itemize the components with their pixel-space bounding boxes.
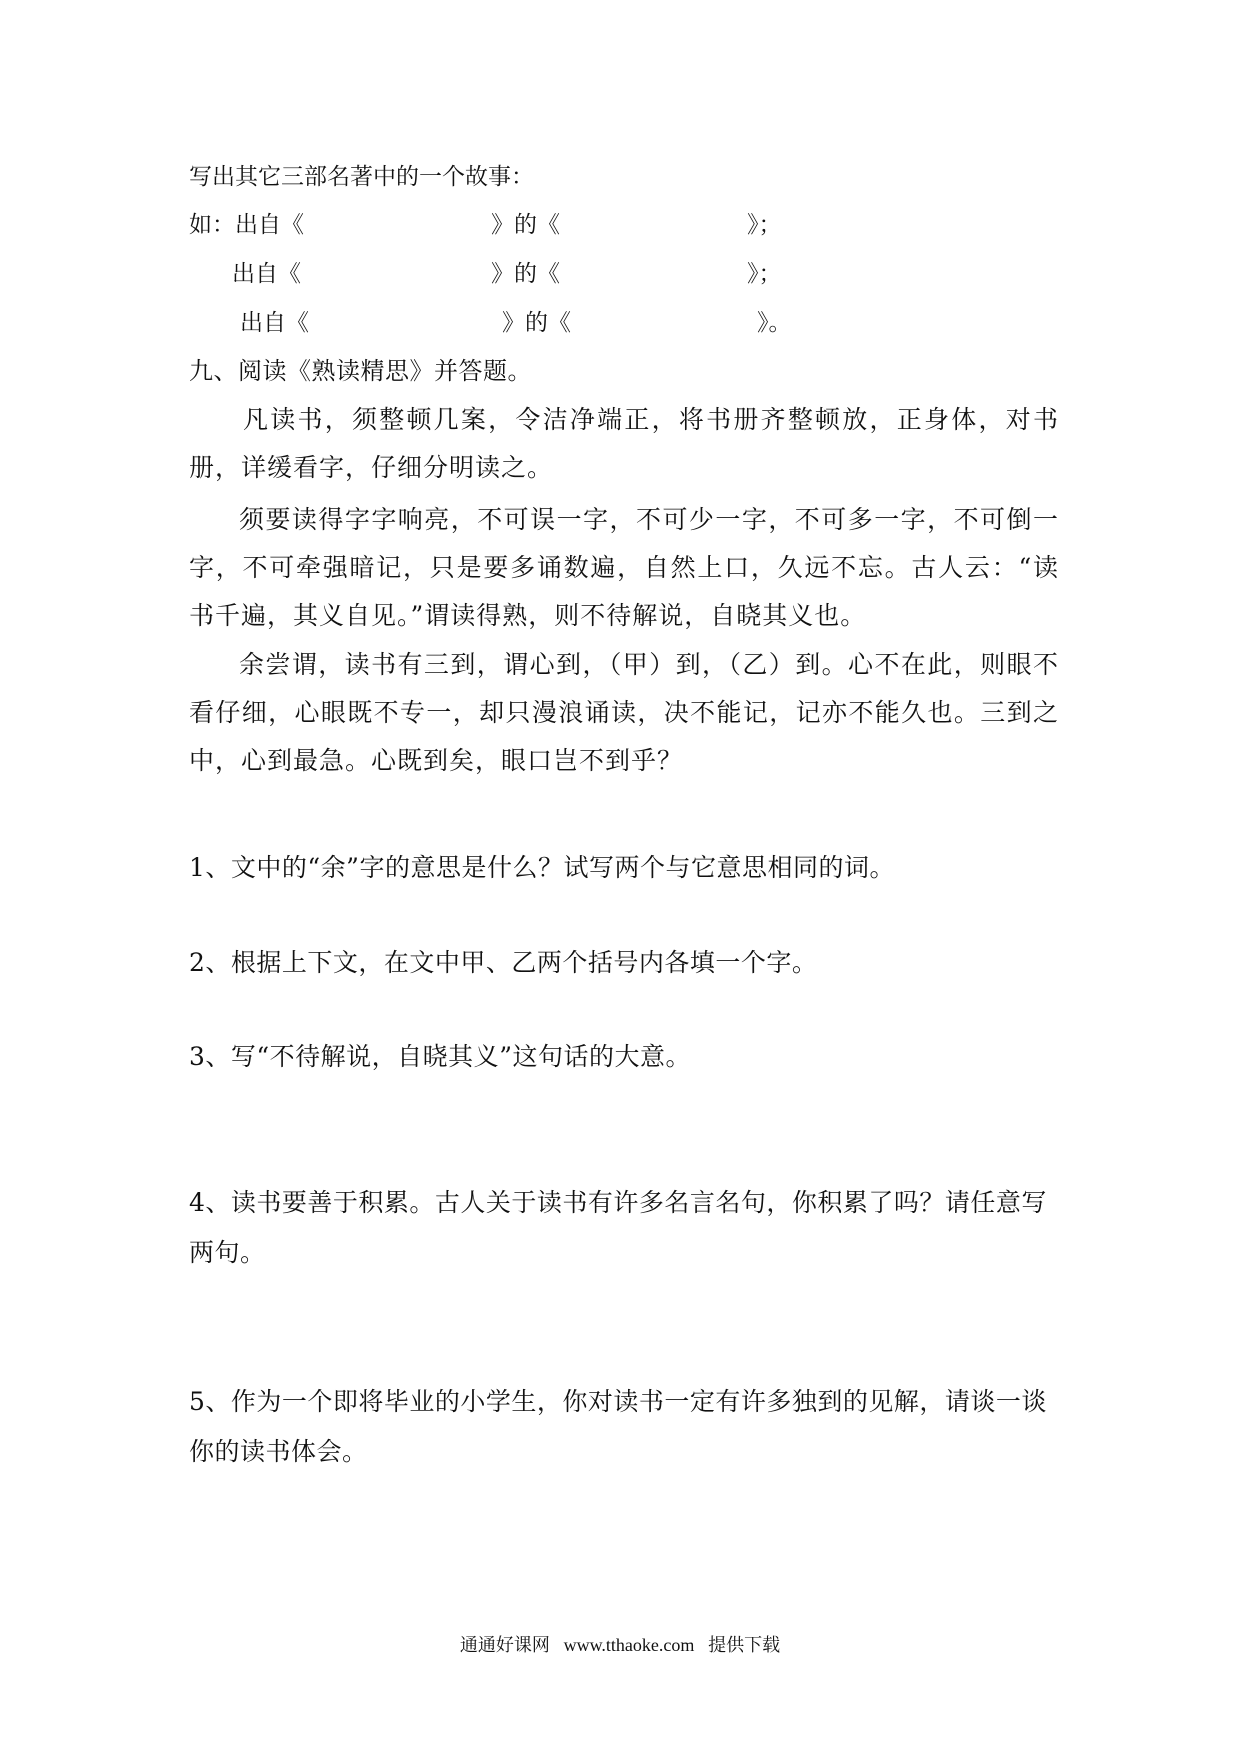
story-row-mid: 》的《 bbox=[491, 261, 560, 287]
story-row-end: 》； bbox=[747, 261, 782, 287]
story-row-end: 》； bbox=[747, 212, 782, 238]
question-4: 4、读书要善于积累。古人关于读书有许多名言名句，你积累了吗？请任意写两句。 bbox=[189, 1188, 1047, 1267]
footer-suffix: 提供下载 bbox=[708, 1635, 781, 1656]
story-row-prefix: 出自《 bbox=[240, 310, 309, 336]
story-intro: 写出其它三部名著中的一个故事： bbox=[189, 164, 534, 190]
passage-paragraph-3: 余尝谓，读书有三到，谓心到，（甲）到，（乙）到。心不在此，则眼不看仔细，心眼既不专一，却只漫浪诵读，决不能记，记亦不能久也。三到之中，心到最急。心既到矣，眼口岂不到乎？ bbox=[189, 650, 1059, 775]
question-5: 5、作为一个即将毕业的小学生，你对读书一定有许多独到的见解，请谈一谈你的读书体会。 bbox=[189, 1387, 1047, 1466]
question-2: 2、根据上下文，在文中甲、乙两个括号内各填一个字。 bbox=[189, 948, 818, 977]
passage-paragraph-1: 凡读书，须整顿几案，令洁净端正，将书册齐整顿放，正身体，对书册，详缓看字，仔细分明读之。 bbox=[189, 405, 1059, 482]
question-1: 1、文中的“余”字的意思是什么？试写两个与它意思相同的词。 bbox=[189, 853, 895, 882]
section-title: 九、阅读《熟读精思》并答题。 bbox=[189, 357, 532, 385]
story-row-prefix: 如：出自《 bbox=[189, 212, 304, 238]
story-row-mid: 》的《 bbox=[502, 310, 571, 336]
passage-paragraph-2: 须要读得字字响亮，不可误一字，不可少一字，不可多一字，不可倒一字，不可牵强暗记，只是要多诵数遍，自然上口，久远不忘。古人云：“读书千遍，其义自见。”谓读得熟，则不待解说，自晓其义也。 bbox=[189, 505, 1059, 630]
footer-url[interactable]: www.tthaoke.com bbox=[563, 1635, 695, 1655]
question-3: 3、写“不待解说，自晓其义”这句话的大意。 bbox=[189, 1042, 691, 1071]
footer bbox=[0, 1633, 1240, 1658]
story-row-prefix: 出自《 bbox=[232, 261, 301, 287]
footer-site-name: 通通好课网 bbox=[459, 1635, 550, 1656]
story-row-end: 》。 bbox=[757, 310, 792, 336]
story-row-mid: 》的《 bbox=[491, 212, 560, 238]
